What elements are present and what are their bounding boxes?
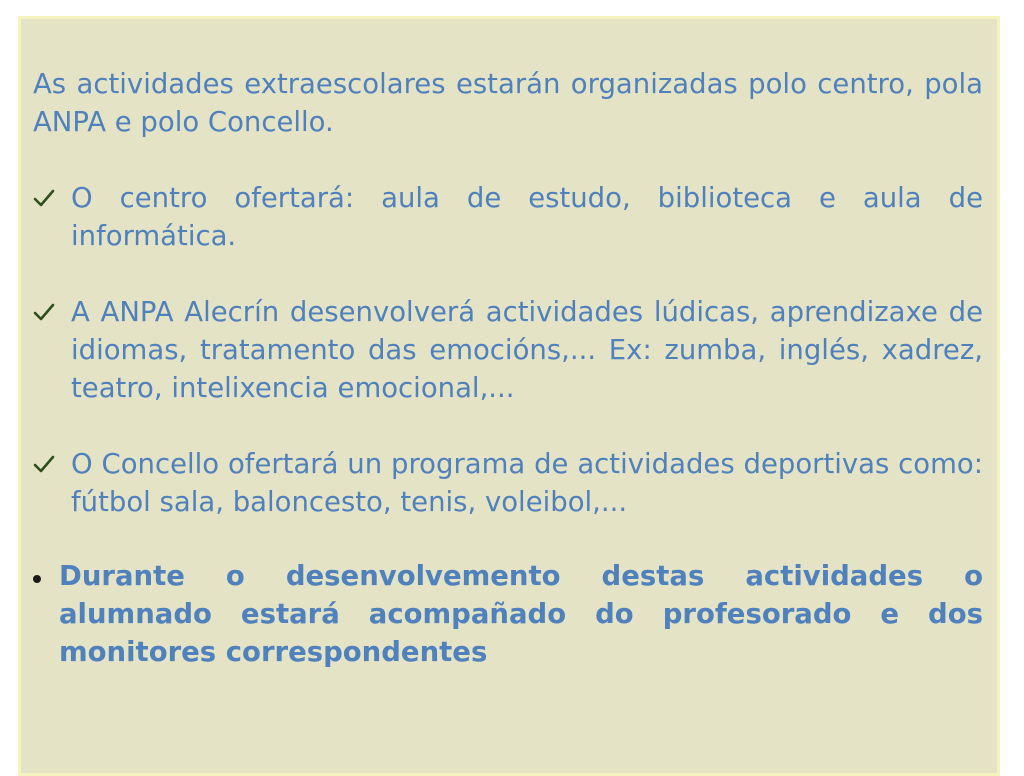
slide-body [33,65,983,671]
check-item-text: O Concello ofertará un programa de actividades deportivas como: fútbol sala, baloncesto, tenis, voleibol,... [71,448,983,518]
check-item-text: O centro ofertará: aula de estudo, biblioteca e aula de informática. [71,182,983,252]
checkmark-icon [33,189,55,209]
note-bullet-item [33,557,983,671]
check-item-centro [33,179,983,255]
checkmark-icon [33,455,55,475]
bullet-dot-icon [33,575,41,583]
note-text: Durante o desenvolvemento destas actividades o alumnado estará acompañado do profesorado e dos monitores correspondentes [59,560,983,668]
check-item-concello [33,445,983,521]
check-item-anpa [33,293,983,407]
content-panel [18,16,1000,776]
checkmark-icon [33,303,55,323]
check-item-text: A ANPA Alecrín desenvolverá actividades lúdicas, aprendizaxe de idiomas, tratamento das emocións,... Ex: zumba, inglés, xadrez, teatro, intelixencia emocional,... [71,296,983,404]
intro-paragraph: As actividades extraescolares estarán organizadas polo centro, pola ANPA e polo Concello. [33,68,983,138]
